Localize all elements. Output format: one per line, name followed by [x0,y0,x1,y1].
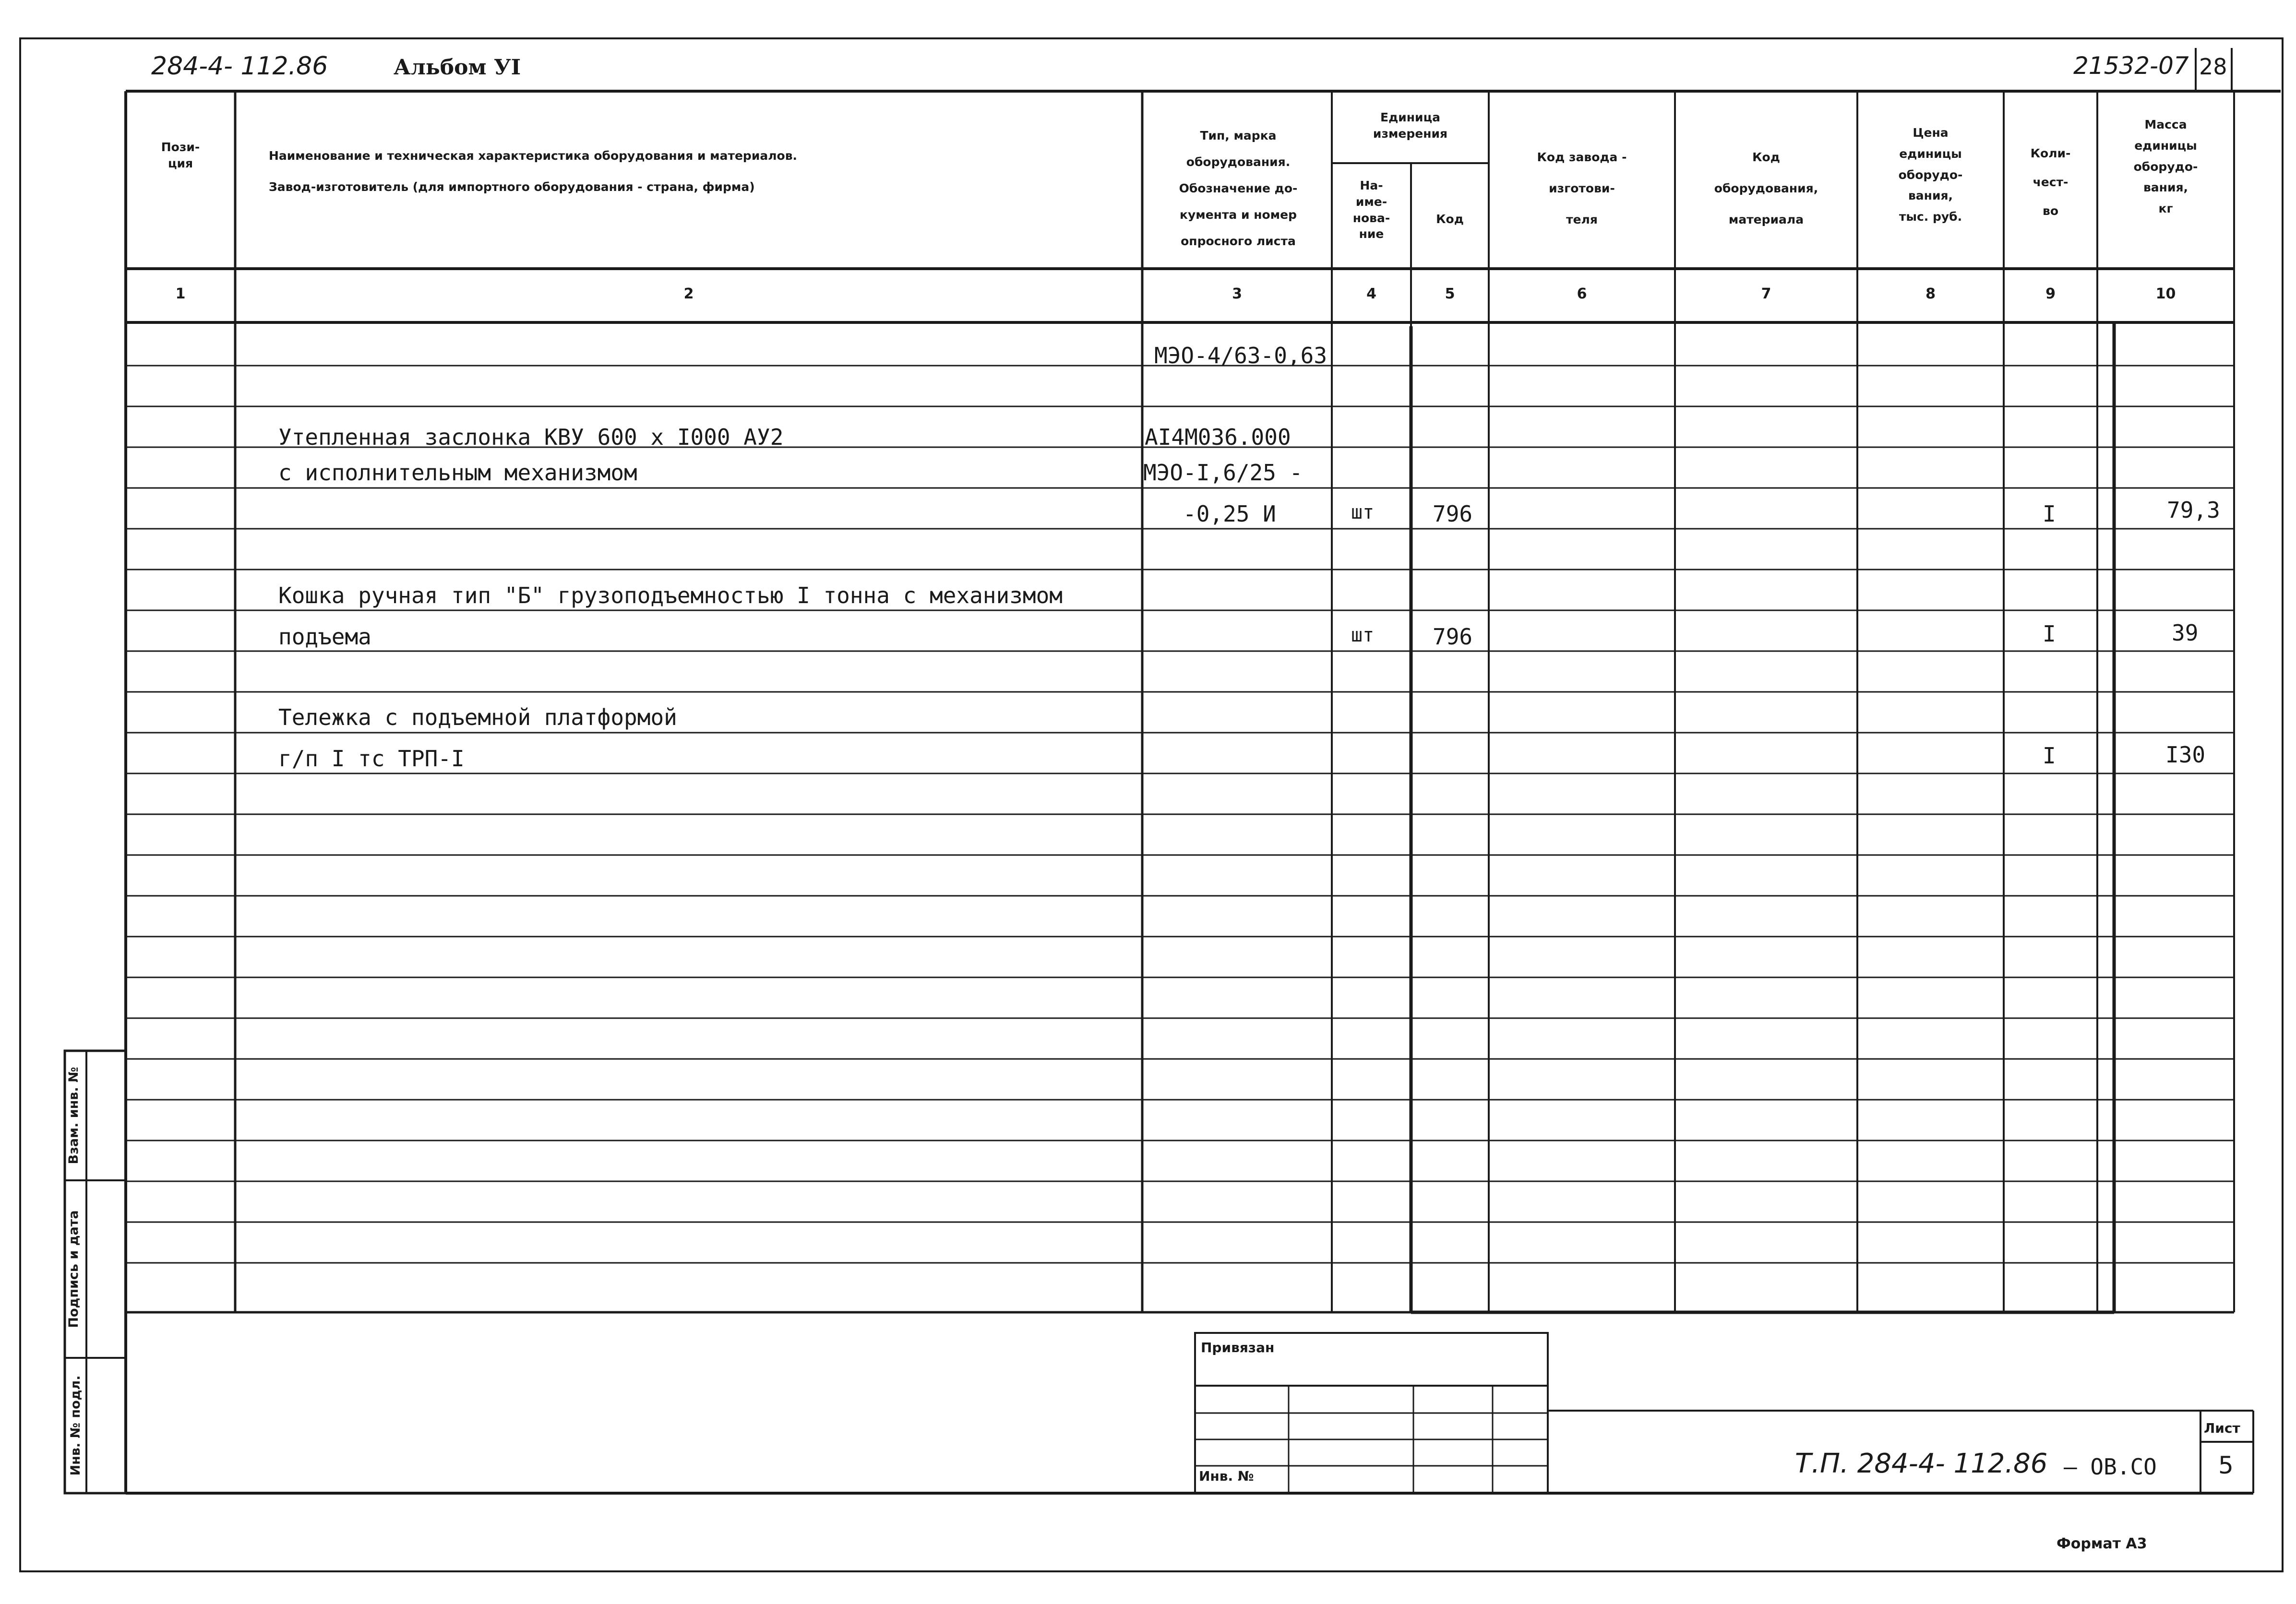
header-unit-code: Код [1436,212,1464,226]
col-num-9: 9 [2045,285,2056,302]
table-row-name: Кошка ручная тип "Б" грузоподъемностью I тонна с механизмом [278,582,1063,608]
side-label-signature-date: Подпись и дата [66,1210,81,1328]
table-row-qty: I [2043,743,2056,769]
table-row-name: с исполнительным механизмом [278,460,637,486]
side-label-original-inv: Инв. № подл. [68,1375,83,1476]
header-position: Пози- ция [161,140,200,170]
sheet-number: 5 [2218,1451,2234,1479]
table-row-mass: 39 [2172,620,2199,646]
sheet-label: Лист [2204,1420,2240,1436]
document-designation: Т.П. 284-4- 112.86 [1795,1448,2048,1479]
stamp-inv-label: Инв. № [1199,1468,1254,1484]
document-code: 284-4- 112.86 [151,52,328,81]
table-row-name: Утепленная заслонка КВУ 600 х I000 АУ2 [278,424,784,450]
col-num-7: 7 [1761,285,1771,302]
table-row-unit: шт [1351,501,1375,523]
table-row-type: AI4M036.000 [1145,424,1291,450]
col-num-2: 2 [683,285,694,302]
header-quantity: Коли- чест- во [2030,146,2071,218]
album-label: Альбом УI [394,55,521,80]
table-row-mass: I30 [2165,742,2206,768]
table-row-code: 796 [1433,624,1473,650]
table-row-name: г/п I тс ТРП-I [278,746,465,772]
header-price: Цена единицы оборудо- вания, тыс. руб. [1898,126,1963,224]
format-label: Формат А3 [2057,1535,2147,1552]
col-num-1: 1 [175,285,186,302]
header-mass: Масса единицы оборудо- вания, кг [2133,118,2198,215]
header-name: Наименование и техническая характеристика оборудования и материалов. Завод-изготовитель (для импортного оборудования - страна, фирма) [269,149,798,194]
col-num-3: 3 [1232,285,1242,302]
page-number: 28 [2199,54,2227,80]
header-unit-group: Единица измерения [1373,110,1448,141]
col-num-6: 6 [1577,285,1587,302]
header-type: Тип, марка оборудования. Обозначение до- кумента и номер опросного листа [1179,129,1298,248]
table-row-type: МЭО-I,6/25 - [1143,460,1303,486]
table-row-qty: I [2043,621,2056,647]
col-num-5: 5 [1445,285,1455,302]
table-row-qty: I [2043,501,2056,527]
inventory-code: 21532-07 [2073,52,2189,80]
header-plant-code: Код завода - изготови- теля [1537,150,1627,226]
table-row-code: 796 [1433,501,1473,527]
table-row-type: МЭО-4/63-0,63 [1154,343,1327,368]
document-designation-suffix: – ОВ.СО [2064,1454,2157,1480]
table-row-name: Тележка с подъемной платформой [278,704,677,730]
table-row-unit: шт [1351,624,1375,646]
table-row-mass: 79,3 [2167,497,2220,523]
stamp-linked-label: Привязан [1201,1340,1275,1355]
col-num-4: 4 [1366,285,1376,302]
table-row-type: -0,25 И [1183,501,1276,527]
header-unit-name: На- име- нова- ние [1352,178,1390,241]
header-equipment-code: Код оборудования, материала [1714,150,1818,226]
col-num-10: 10 [2155,285,2176,302]
col-num-8: 8 [1925,285,1936,302]
table-row-name: подъема [278,624,371,650]
side-label-replace-inv: Взам. инв. № [66,1067,81,1164]
